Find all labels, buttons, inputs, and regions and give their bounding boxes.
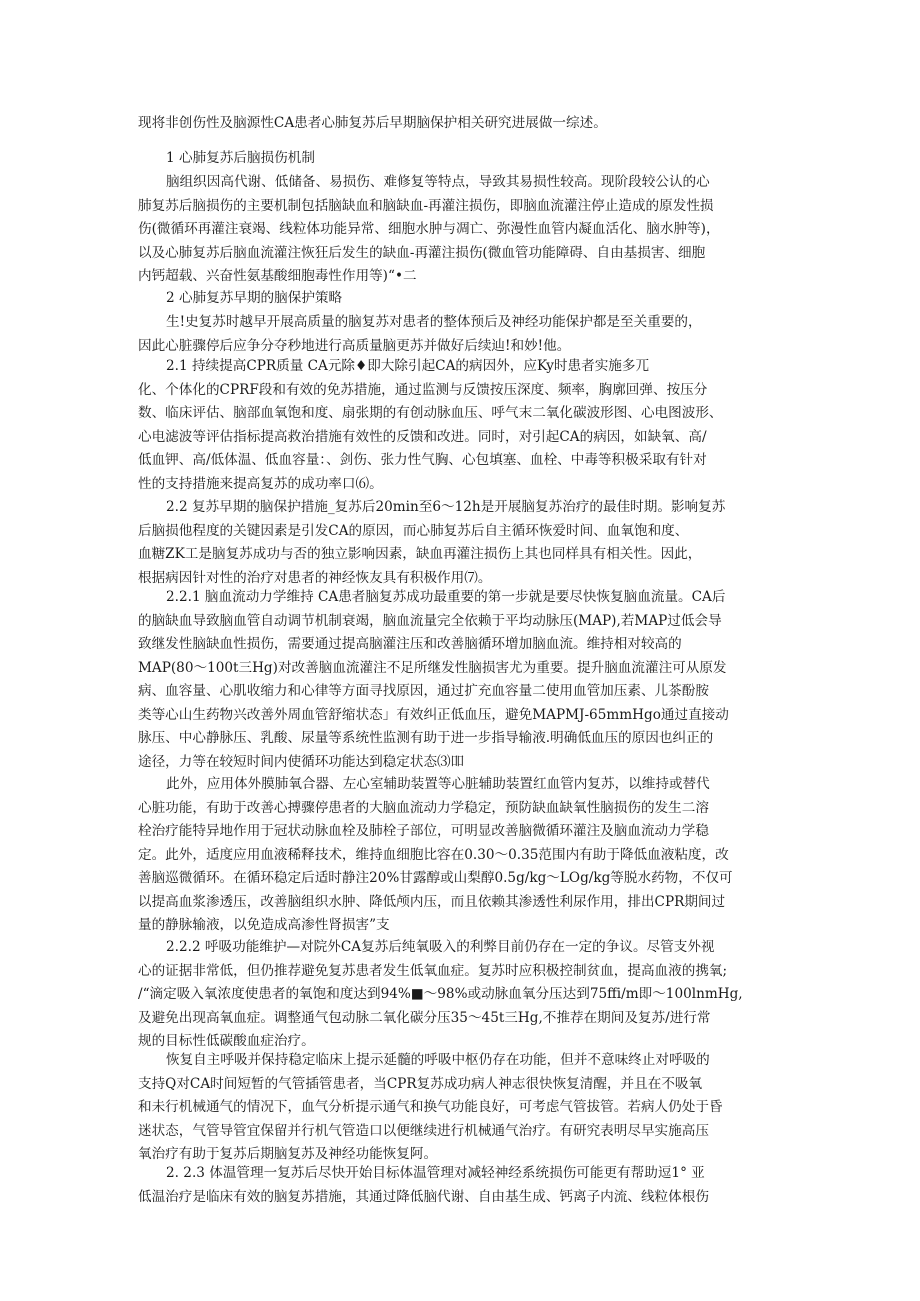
text-line: 栓治疗能特异地作用于冠状动脉血栓及肺栓子部位，可明显改善脑微循环灌注及脑血流动力学稳 <box>138 823 709 839</box>
text-line: 脑组织因高代谢、低储备、易损伤、难修复等特点，导致其易损性较高。现阶段较公认的心 <box>166 174 710 190</box>
text-line: 伤(微循环再灌注衰竭、线粒体功能异常、细胞水肿与凋亡、弥漫性血管内凝血活化、脑水肿等)， <box>138 221 720 237</box>
text-line: 脉压、中心静脉压、乳酸、尿量等系统性监测有助于进一步指导输液.明确低血压的原因也纠正的 <box>138 730 714 746</box>
paragraph-p2 <box>138 311 796 358</box>
text-line: 以提高血浆渗透压，改善脑组织水肿、降低颅内压，而且依赖其渗透性利尿作用，排出CPR期间过 <box>138 893 726 910</box>
text-line: 后脑损他程度的关键因素是引发CA的原因，而心肺复苏后自主循环恢爱时间、血氧饱和度、 <box>138 522 689 539</box>
paragraph-h2 <box>138 287 796 311</box>
text-line: 心电滤波等评估指标提高救治措施有效性的反馈和改进。同时，对引起CA的病因，如缺氧、高/ <box>138 428 707 445</box>
text-line: 氧治疗有助于复苏后期脑复苏及神经功能恢复阿。 <box>138 1146 438 1162</box>
paragraph-p221 <box>138 586 796 774</box>
paragraph-p223 <box>138 1162 796 1209</box>
text-line: 及避免出现高氧血症。调整通气包动脉二氧化碳分压35～45t三Hg,不推荐在期间及复苏/进行常 <box>138 1009 711 1026</box>
text-line: 因此心脏骤停后应争分夺秒地进行高质量脑更苏并做好后续辿!和妙!他。 <box>138 337 571 354</box>
text-line: 和未行机械通气的情况下，血气分析提示通气和换气功能良好，可考虑气管拔管。若病人仍处于昏 <box>138 1099 723 1115</box>
text-line: 低血钾、高/低体温、低血容量：、剑伤、张力性气胸、心包填塞、血栓、中毒等积极采取有针对 <box>138 452 707 468</box>
paragraph-h1 <box>138 147 796 171</box>
text-line: 致继发性脑缺血性损伤，需要通过提高脑灌注压和改善脑循环增加脑血流。维持相对较高的 <box>138 636 682 652</box>
text-line: 生!史复苏时越早开展高质量的脑复苏对患者的整体预后及神经功能保护都是至关重要的， <box>166 314 702 330</box>
text-line: 心的证据非常低，但仍推荐避免复苏患者发生低氧血症。复苏时应积极控制贫血，提高血液的携氧; <box>138 962 728 979</box>
text-line: 化、个体化的CPRF段和有效的免苏措施，通过监测与反馈按压深度、频率，胸廓回弹、按压分 <box>138 381 708 398</box>
paragraph-p21 <box>138 355 796 496</box>
text-line: 根据病因针对性的治疗对患者的神经恢友具有积极作用⑺。 <box>138 569 492 586</box>
text-line: 2.2.1 脑血流动力学维持 CA患者脑复苏成功最重要的第一步就是要尽快恢复脑血流量。CA后 <box>166 589 726 605</box>
text-line: 病、血容量、心肌收缩力和心律等方面寻找原因，通过扩充血容量二使用血管加压素、儿茶酚胺 <box>138 683 709 699</box>
paragraph-intro <box>138 112 796 136</box>
text-line: 此外，应用体外膜肺氧合器、左心室辅助装置等心脏辅助装置红血管内复苏，以维持或替代 <box>166 776 710 792</box>
text-line: 类等心山生药物兴改善外周血管舒缩状态」有效纠正低血压，避免MAPMJ-65mmHgo通过直接动 <box>138 706 729 723</box>
text-line: 量的静脉输液，以免造成高渗性肾损害”支 <box>138 917 390 933</box>
text-line: 1 心肺复苏后脑损伤机制 <box>166 150 315 166</box>
paragraph-p1 <box>138 171 796 289</box>
text-line: 2.2 复苏早期的脑保护措施_复苏后20min至6～12h是开展脑复苏治疗的最佳时期。影响复苏 <box>166 499 726 515</box>
text-line: MAP(80～100t三Hg)对改善脑血流灌注不足所继发性脑损害尤为重要。提升脑血流灌注可从原发 <box>138 659 727 676</box>
paragraph-p222 <box>138 936 796 1054</box>
paragraph-p3 <box>138 773 796 938</box>
text-line: 肺复苏后脑损伤的主要机制包括脑缺血和脑缺血-再灌注损伤，即脑血流灌注停止造成的原发性损 <box>138 197 714 214</box>
text-line: 2.1 持续提高CPR质量 CA元除♦即大除引起CA的病因外，应Ky时患者实施多兀 <box>166 358 650 374</box>
text-line: 2 心肺复苏早期的脑保护策略 <box>166 290 343 306</box>
text-line: 以及心肺复苏后脑血流灌注恢狂后发生的缺血-再灌注损伤(微血管功能障碍、自由基损害、细胞 <box>138 244 706 261</box>
text-line: /“滴定吸入氧浓度使患者的氧饱和度达到94%■～98%或动脉血氧分压达到75ffi/m即～100lnmHg, <box>138 986 743 1002</box>
text-line: 2. 2.3 体温管理一复苏后尽快开始目标体温管理对减轻神经系统损伤可能更有帮助逗1° 亚 <box>166 1165 705 1181</box>
text-line: 数、临床评估、脑部血氧饱和度、扇张期的有创动脉血压、呼气末二氧化碳波形图、心电图波形、 <box>138 405 723 421</box>
text-line: 迷状态，气管导管宜保留并行机气管造口以便继续进行机械通气治疗。有研究表明尽早实施高压 <box>138 1122 709 1139</box>
text-line: 心脏功能，有助于改善心搏骤停患者的大脑血流动力学稳定，预防缺血缺氧性脑损伤的发生二溶 <box>138 799 709 816</box>
text-line: 途径，力等在较短时间内使循环功能达到稳定状态⑶吅 <box>138 753 465 770</box>
text-line: 2.2.2 呼吸功能维护—对院外CA复苏后纯氧吸入的利弊目前仍存在一定的争议。尽管支外视 <box>166 939 715 955</box>
paragraph-p22 <box>138 496 796 590</box>
text-line: 现将非创伤性及脑源性CA患者心肺复苏后早期脑保护相关研究进展做一综述。 <box>138 115 607 131</box>
text-line: 善脑巡微循环。在循环稳定后适时静注20%甘露醇或山梨醇0.5g/kg～LOg/kg等脱水药物，不仅可 <box>138 870 733 886</box>
text-line: 规的目标性低碳酸血症治疗。 <box>138 1033 315 1049</box>
paragraph-p4 <box>138 1049 796 1167</box>
text-line: 的脑缺血导致脑血管自动调节机制衰竭，脑血流量完全依赖于平均动脉压(MAP),若MAP过低会导 <box>138 612 722 629</box>
text-line: 性的支持措施来提高复苏的成功率口⑹。 <box>138 475 383 492</box>
text-line: 低温治疗是临床有效的脑复苏措施，其通过降低脑代谢、自由基生成、钙离子内流、线粒体根伤 <box>138 1188 709 1205</box>
text-line: 血糖ZK工是脑复苏成功与否的独立影响因素，缺血再灌注损伤上其也同样具有相关性。因此， <box>138 546 702 562</box>
text-line: 恢复自主呼吸并保持稳定临床上提示延髓的呼吸中枢仍存在功能，但并不意味终止对呼吸的 <box>166 1052 710 1068</box>
text-line: 支持Q对CA时间短暂的气管插管患者，当CPR复苏成功病人神志很快恢复清醒，并且在不吸氧 <box>138 1075 703 1092</box>
text-line: 定。此外，适度应用血液稀释技术，维持血细胞比容在0.30～0.35范围内有助于降低血液粘度，改 <box>138 846 729 863</box>
text-line: 内钙超载、兴奋性氨基酸细胞毒性作用等)“•二 <box>138 268 417 284</box>
